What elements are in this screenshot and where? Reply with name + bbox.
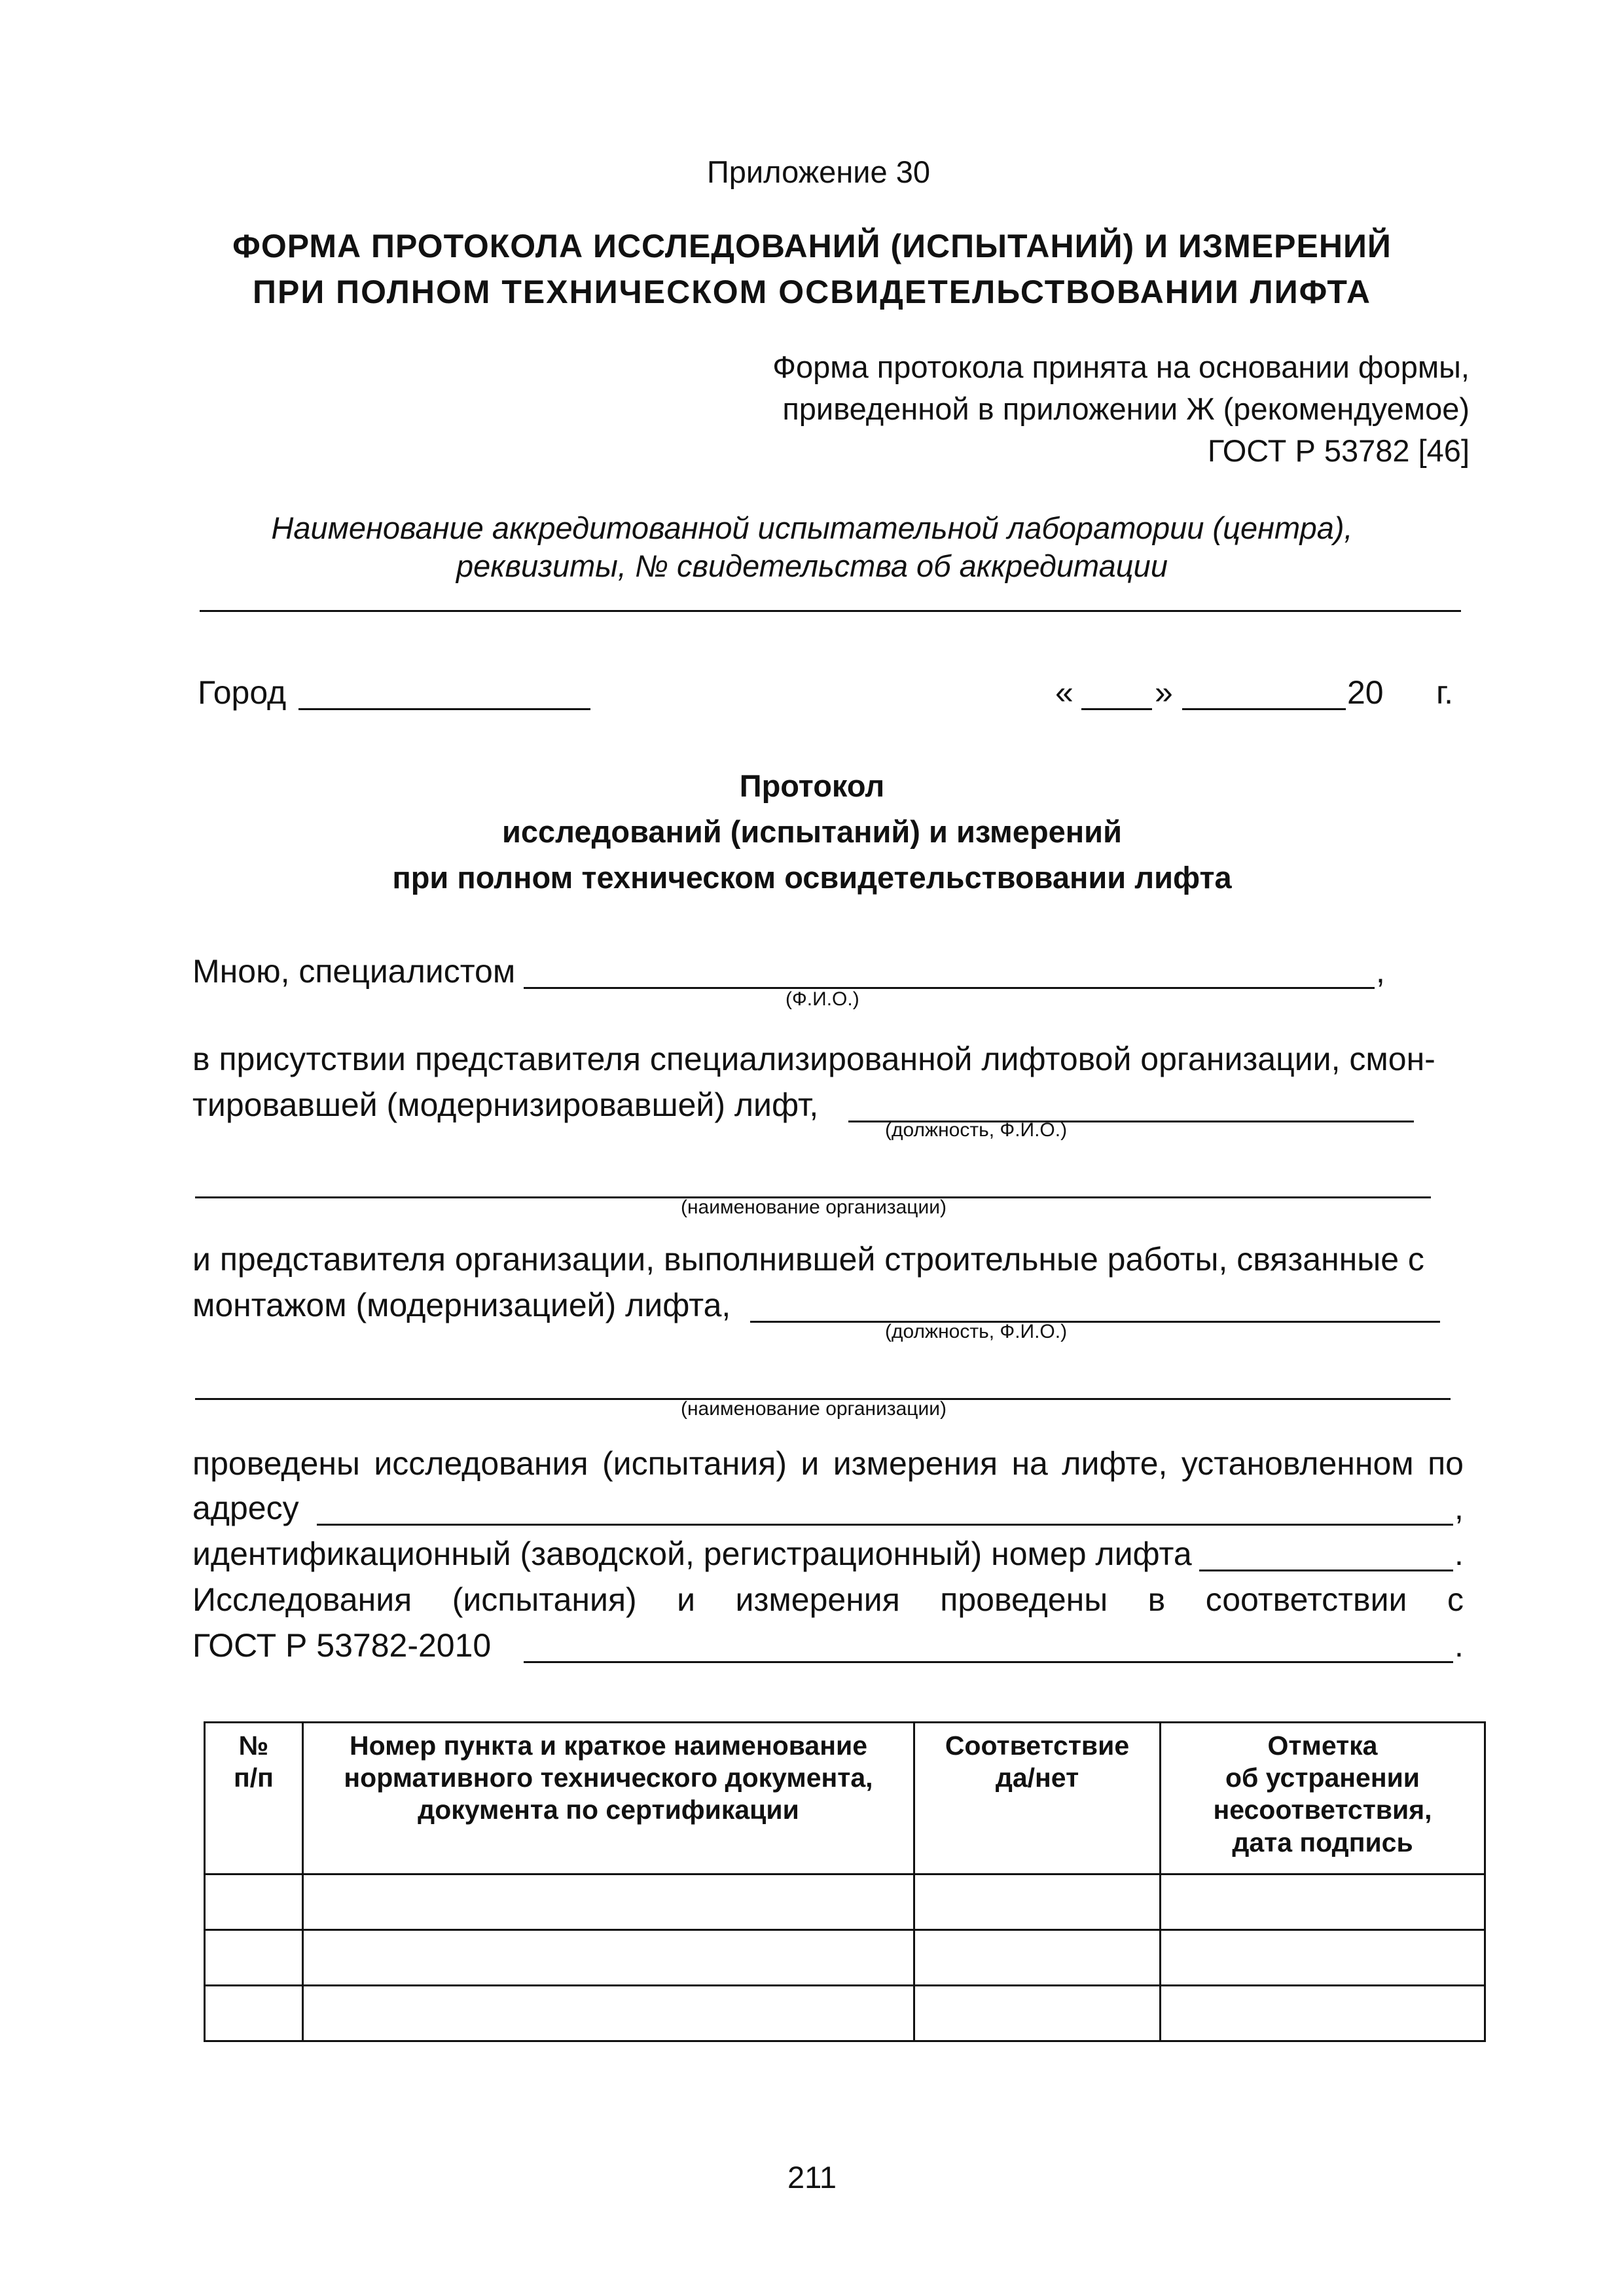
- builder-position-name-field[interactable]: [750, 1321, 1440, 1323]
- header-text-line: несоответствия,: [1213, 1795, 1432, 1825]
- results-table: [204, 1721, 1486, 2042]
- word: по: [1428, 1445, 1464, 1482]
- address-text-line-1: [192, 1445, 1464, 1483]
- page-number: 211: [787, 2160, 837, 2195]
- word: установленном: [1181, 1445, 1414, 1482]
- serial-number-period: .: [1454, 1535, 1464, 1572]
- table-cell-clause[interactable]: [303, 1986, 914, 2041]
- header-text-line: дата подпись: [1232, 1827, 1413, 1857]
- appendix-label: Приложение 30: [707, 154, 931, 189]
- date-year-field[interactable]: [1386, 708, 1435, 710]
- builder-organization-hint: (наименование организации): [681, 1398, 947, 1420]
- document-heading-line-1: ФОРМА ПРОТОКОЛА ИССЛЕДОВАНИЙ (ИСПЫТАНИЙ) И ИЗМЕРЕНИЙ: [232, 228, 1392, 264]
- protocol-title-line-3: при полном техническом освидетельствовании лифта: [392, 860, 1232, 895]
- word: лифте,: [1062, 1445, 1168, 1482]
- header-text-line: Отметка: [1267, 1731, 1378, 1761]
- header-text-line: документа по сертификации: [418, 1795, 799, 1825]
- header-text-line: да/нет: [995, 1763, 1079, 1793]
- word: и: [677, 1581, 696, 1618]
- builder-position-name-hint: (должность, Ф.И.О.): [885, 1321, 1068, 1342]
- word: (испытания): [452, 1581, 637, 1618]
- table-cell-compliance[interactable]: [914, 1930, 1161, 1986]
- date-open-quote: «: [1055, 674, 1074, 711]
- date-close-quote: »: [1155, 674, 1173, 711]
- word: проведены: [940, 1581, 1108, 1618]
- specialist-name-hint: (Ф.И.О.): [785, 988, 859, 1010]
- installer-text-line-2: тировавшей (модернизировавшей) лифт,: [192, 1086, 819, 1123]
- word: с: [1447, 1581, 1464, 1618]
- header-text-line: об устранении: [1225, 1763, 1420, 1793]
- builder-text-line-2: монтажом (модернизацией) лифта,: [192, 1287, 731, 1323]
- word: и: [801, 1445, 820, 1482]
- table-cell-remediation[interactable]: [1161, 1930, 1485, 1986]
- address-comma: ,: [1454, 1490, 1464, 1526]
- protocol-title-line-1: Протокол: [739, 768, 885, 803]
- builder-text-line-1: и представителя организации, выполнившей строительные работы, связанные с: [192, 1241, 1424, 1278]
- table-cell-number[interactable]: [205, 1930, 303, 1986]
- header-text-line: Номер пункта и краткое наименование: [349, 1731, 867, 1761]
- column-header-number: [205, 1723, 303, 1874]
- header-text-line: нормативного технического документа,: [344, 1763, 873, 1793]
- specialist-name-field[interactable]: [524, 987, 1375, 989]
- city-field[interactable]: [298, 708, 590, 710]
- standard-label: ГОСТ Р 53782-2010: [192, 1627, 492, 1664]
- word: (испытания): [602, 1445, 787, 1482]
- standard-details-field[interactable]: [524, 1661, 1453, 1663]
- basis-note-line-1: Форма протокола принята на основании формы,: [772, 350, 1470, 384]
- serial-number-field[interactable]: [1199, 1570, 1453, 1571]
- table-cell-number[interactable]: [205, 1986, 303, 2041]
- city-label: Город: [198, 674, 287, 711]
- document-heading-line-2: ПРИ ПОЛНОМ ТЕХНИЧЕСКОМ ОСВИДЕТЕЛЬСТВОВАНИИ ЛИФТА: [253, 274, 1371, 310]
- table-row: [205, 1930, 1485, 1986]
- lab-name-caption-line-1: Наименование аккредитованной испытательной лаборатории (центра),: [271, 511, 1353, 545]
- table-cell-remediation[interactable]: [1161, 1986, 1485, 2041]
- word: Исследования: [192, 1581, 412, 1618]
- word: исследования: [374, 1445, 588, 1482]
- table-header-row: [205, 1723, 1485, 1874]
- installer-position-name-hint: (должность, Ф.И.О.): [885, 1119, 1068, 1141]
- column-header-remediation: [1161, 1723, 1485, 1874]
- table-cell-clause[interactable]: [303, 1930, 914, 1986]
- word: проведены: [192, 1445, 360, 1482]
- word: соответствии: [1205, 1581, 1407, 1618]
- table-cell-clause[interactable]: [303, 1874, 914, 1930]
- table-row: [205, 1874, 1485, 1930]
- installer-text-line-1: в присутствии представителя специализированной лифтовой организации, смон-: [192, 1041, 1435, 1077]
- address-label: адресу: [192, 1490, 299, 1526]
- table-cell-compliance[interactable]: [914, 1986, 1161, 2041]
- conformity-text-line-1: [192, 1581, 1464, 1619]
- date-month-field[interactable]: [1182, 708, 1346, 710]
- specialist-label: Мною, специалистом: [192, 953, 516, 990]
- table-cell-number[interactable]: [205, 1874, 303, 1930]
- word: в: [1147, 1581, 1166, 1618]
- table-cell-compliance[interactable]: [914, 1874, 1161, 1930]
- lab-name-field[interactable]: [200, 610, 1461, 612]
- date-year-prefix: 20: [1347, 674, 1384, 711]
- basis-note-line-2: приведенной в приложении Ж (рекомендуемое): [782, 391, 1470, 426]
- header-text-line: №: [238, 1731, 269, 1761]
- word: на: [1011, 1445, 1048, 1482]
- specialist-comma: ,: [1376, 953, 1385, 990]
- date-day-field[interactable]: [1081, 708, 1152, 710]
- table-cell-remediation[interactable]: [1161, 1874, 1485, 1930]
- header-text-line: Соответствие: [945, 1731, 1130, 1761]
- serial-number-label: идентификационный (заводской, регистрационный) номер лифта: [192, 1535, 1192, 1572]
- word: измерения: [735, 1581, 900, 1618]
- address-field[interactable]: [317, 1524, 1453, 1526]
- standard-period: .: [1454, 1627, 1464, 1664]
- table-row: [205, 1986, 1485, 2041]
- installer-organization-hint: (наименование организации): [681, 1196, 947, 1218]
- word: измерения: [833, 1445, 998, 1482]
- column-header-compliance: [914, 1723, 1161, 1874]
- basis-note-line-3: ГОСТ Р 53782 [46]: [1207, 433, 1470, 468]
- protocol-title-line-2: исследований (испытаний) и измерений: [502, 814, 1122, 849]
- date-year-suffix: г.: [1436, 674, 1454, 711]
- header-text-line: п/п: [234, 1763, 274, 1793]
- column-header-clause: [303, 1723, 914, 1874]
- lab-name-caption-line-2: реквизиты, № свидетельства об аккредитации: [456, 548, 1168, 583]
